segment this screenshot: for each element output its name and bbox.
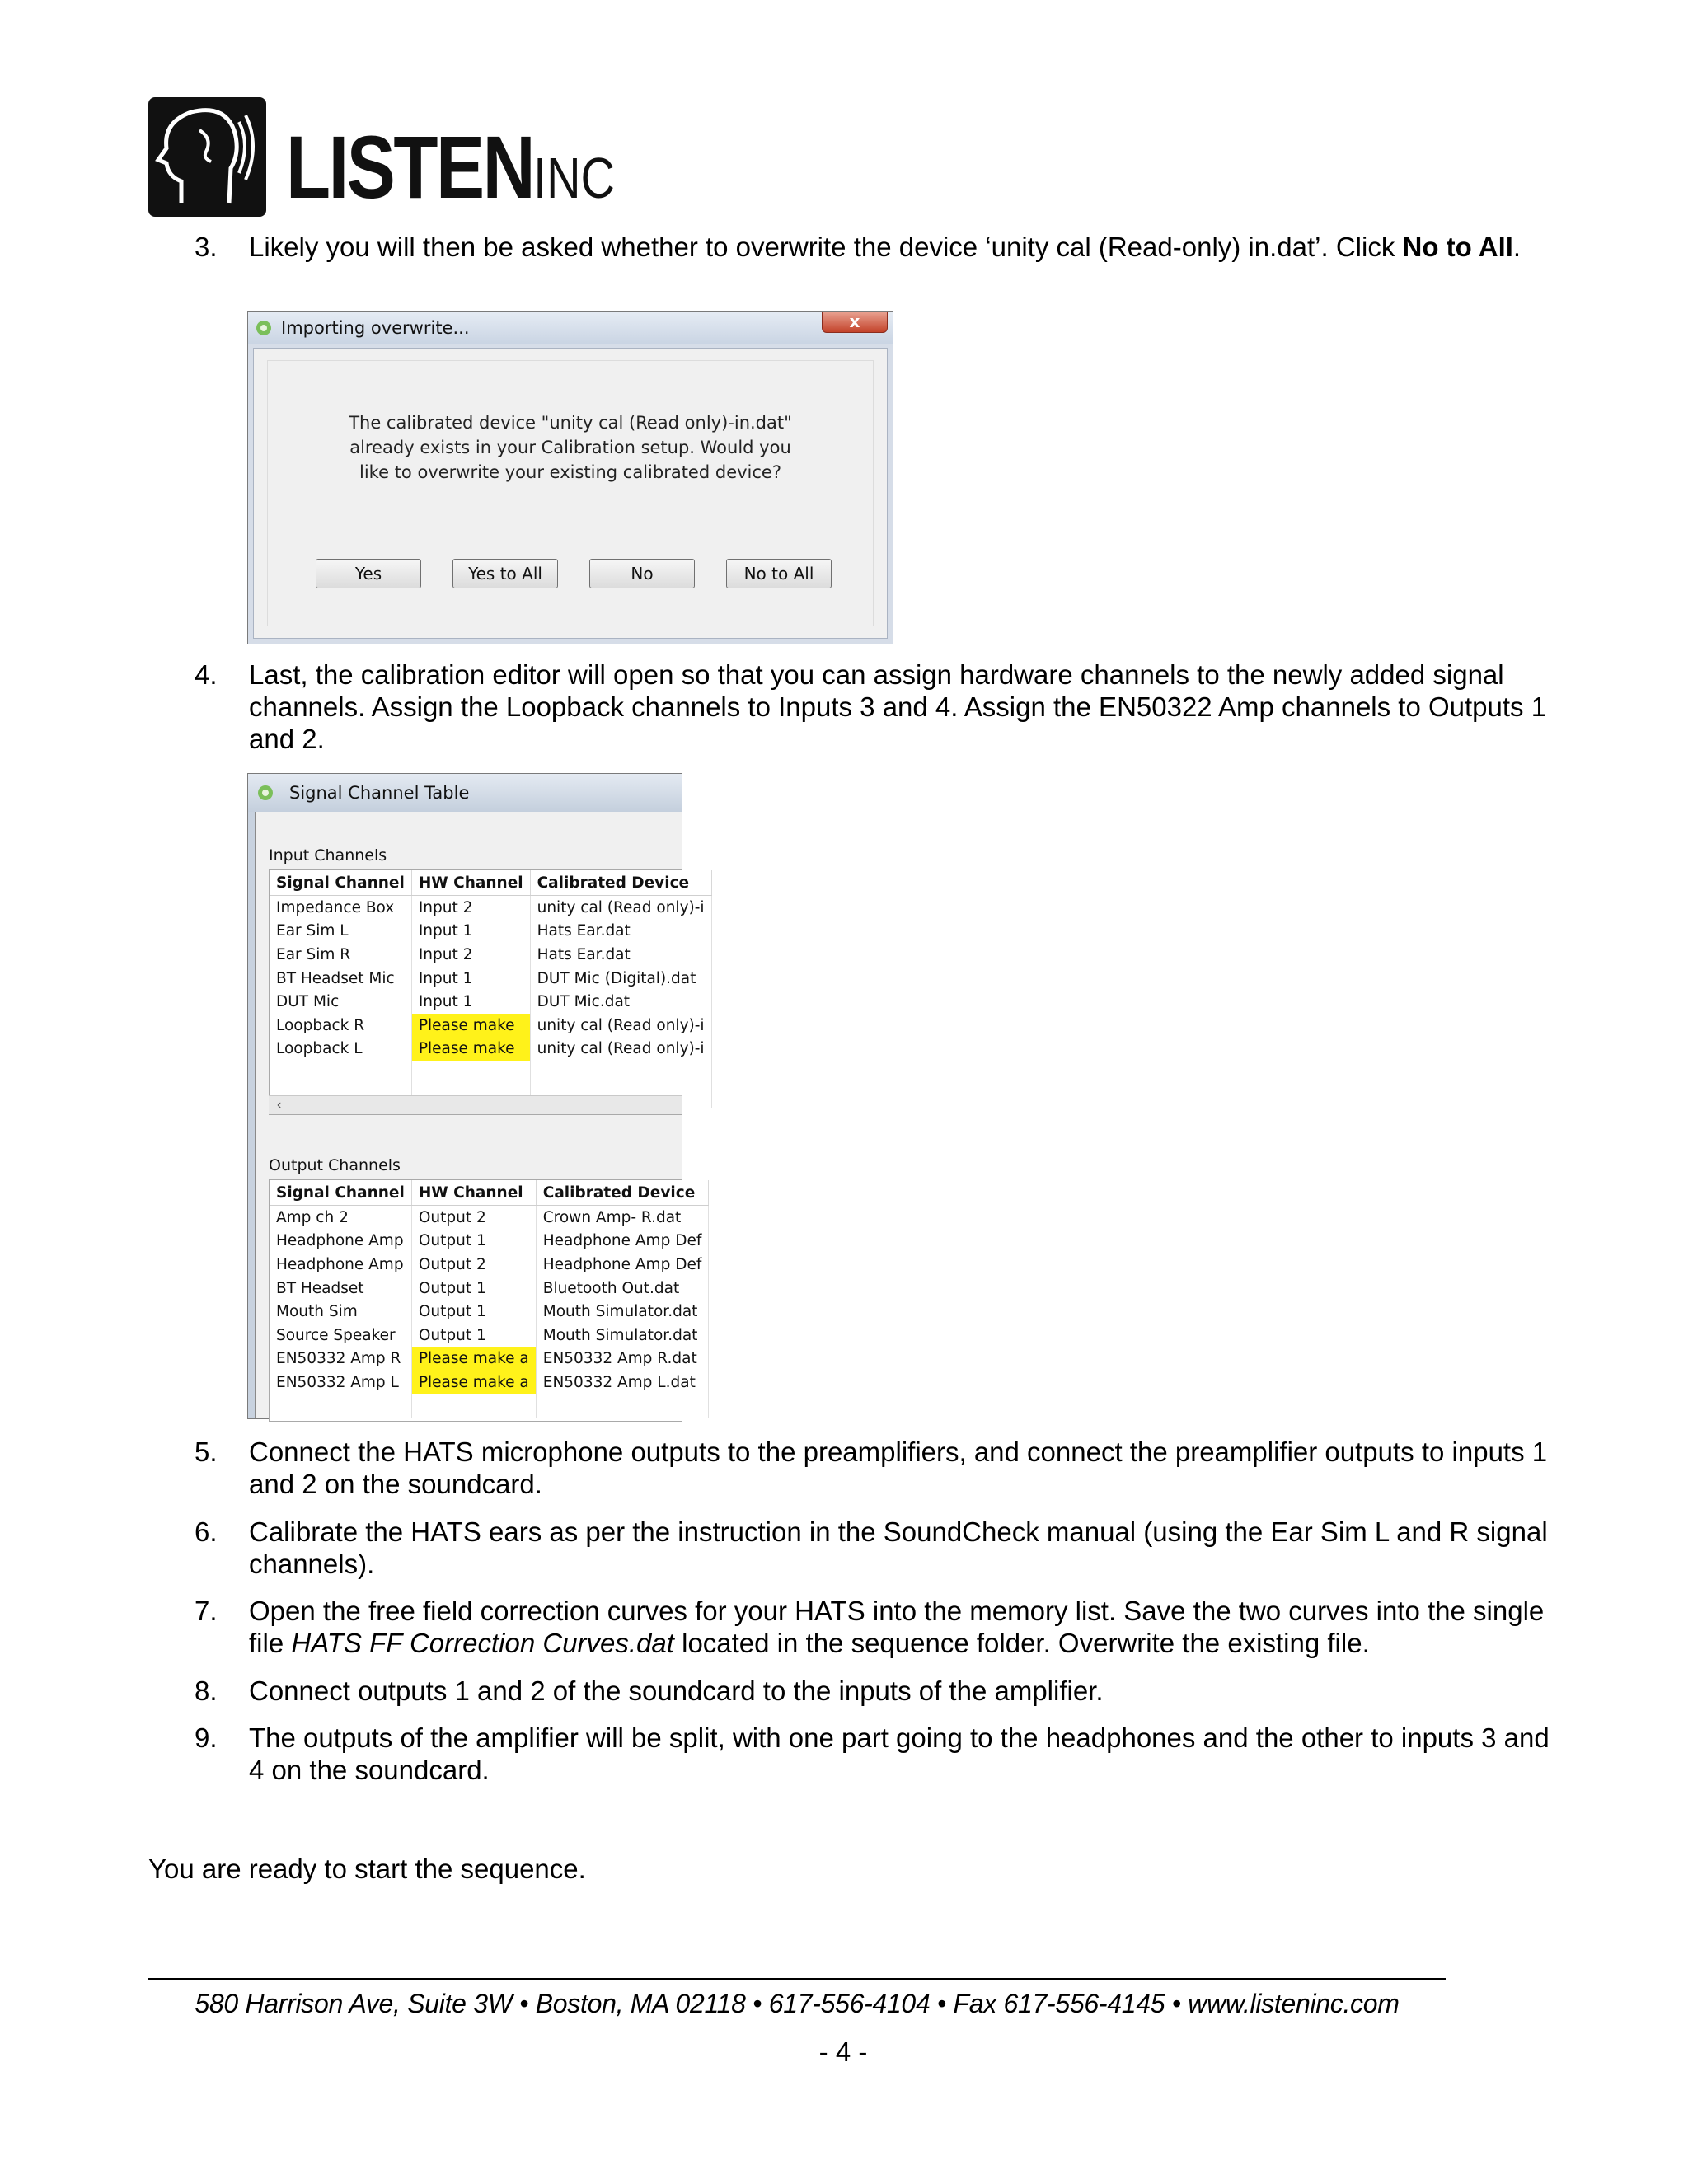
table-cell[interactable]: unity cal (Read only)-i <box>530 1014 711 1038</box>
dialog-panel <box>267 360 874 626</box>
yes-to-all-button[interactable]: Yes to All <box>452 559 558 588</box>
no-to-all-button[interactable]: No to All <box>726 559 832 588</box>
table-cell[interactable]: Loopback R <box>270 1014 411 1038</box>
table-cell[interactable]: BT Headset <box>270 1277 411 1301</box>
window-title: Signal Channel Table <box>289 783 470 803</box>
table-cell[interactable]: DUT Mic (Digital).dat <box>530 967 711 991</box>
message-line: like to overwrite your existing calibrated device? <box>359 462 781 482</box>
empty-row <box>270 1061 711 1085</box>
step-text: Connect the HATS microphone outputs to the preamplifiers, and connect the preamplifier outputs to inputs 1 and 2 on the soundcard. <box>249 1436 1548 1499</box>
logo-wordmark: LISTENINC <box>286 117 615 217</box>
table-row[interactable] <box>270 990 711 1014</box>
footer-rule <box>148 1978 1446 1980</box>
table-row[interactable] <box>270 1014 711 1038</box>
table-row[interactable] <box>270 1230 709 1254</box>
table-cell[interactable]: Input 2 <box>411 943 530 967</box>
dialog-message <box>268 410 873 485</box>
table-cell[interactable]: Hats Ear.dat <box>530 943 711 967</box>
no-button[interactable]: No <box>589 559 695 588</box>
step-text: Last, the calibration editor will open so that you can assign hardware channels to the newly added signal channels. Assign the Loopback channels to Inputs 3 and 4. Assign the EN50322 Amp channels to Outputs 1 and 2. <box>249 659 1547 754</box>
input-channels-grid[interactable] <box>269 869 705 1115</box>
table-cell[interactable]: Input 1 <box>411 920 530 944</box>
output-channels-label: Output Channels <box>269 1156 401 1174</box>
column-header[interactable]: HW Channel <box>411 870 530 896</box>
table-cell[interactable]: Mouth Simulator.dat <box>536 1324 709 1347</box>
step-text: Connect outputs 1 and 2 of the soundcard to the inputs of the amplifier. <box>249 1675 1104 1706</box>
table-cell[interactable]: Please make <box>411 1014 530 1038</box>
importing-overwrite-dialog <box>247 311 893 644</box>
table-row[interactable] <box>270 1300 709 1324</box>
table-cell[interactable]: DUT Mic.dat <box>530 990 711 1014</box>
page-number: - 4 - <box>818 2036 868 2067</box>
dialog-body <box>253 348 888 639</box>
step-number: 6. <box>195 1516 218 1547</box>
yes-button[interactable]: Yes <box>316 559 421 588</box>
table-cell[interactable]: Output 1 <box>411 1324 536 1347</box>
table-cell[interactable]: EN50332 Amp R <box>270 1347 411 1371</box>
table-cell[interactable]: Output 1 <box>411 1277 536 1301</box>
table-cell[interactable]: EN50332 Amp R.dat <box>536 1347 709 1371</box>
table-cell[interactable]: Crown Amp- R.dat <box>536 1206 709 1230</box>
table-row[interactable] <box>270 943 711 967</box>
column-header[interactable]: Signal Channel <box>270 1180 411 1206</box>
table-cell[interactable]: unity cal (Read only)-i <box>530 1038 711 1062</box>
table-cell[interactable]: Please make a <box>411 1347 536 1371</box>
empty-cell <box>411 1394 536 1418</box>
step-number: 4. <box>195 659 218 690</box>
table-cell[interactable]: Impedance Box <box>270 896 411 920</box>
step-number: 8. <box>195 1675 218 1706</box>
table-cell[interactable]: Input 1 <box>411 990 530 1014</box>
head-icon <box>148 97 266 217</box>
table-cell[interactable]: unity cal (Read only)-i <box>530 896 711 920</box>
horizontal-scrollbar[interactable] <box>269 1095 682 1114</box>
table-cell[interactable]: Mouth Sim <box>270 1300 411 1324</box>
step-number: 7. <box>195 1596 218 1626</box>
table-row[interactable] <box>270 1206 709 1230</box>
table-cell[interactable]: Output 2 <box>411 1253 536 1277</box>
scroll-left-icon[interactable]: ‹ <box>277 1098 282 1112</box>
listen-logo <box>148 97 687 217</box>
output-channels-grid[interactable] <box>269 1179 702 1422</box>
table-cell[interactable]: Ear Sim R <box>270 943 411 967</box>
table-row[interactable] <box>270 967 711 991</box>
step-number: 5. <box>195 1436 218 1467</box>
table-row[interactable] <box>270 1324 709 1347</box>
table-cell[interactable]: Hats Ear.dat <box>530 920 711 944</box>
table-cell[interactable]: Output 1 <box>411 1230 536 1254</box>
empty-cell <box>536 1394 709 1418</box>
step-text: Calibrate the HATS ears as per the instruction in the SoundCheck manual (using the Ear Sim L and R signal channels). <box>249 1516 1548 1579</box>
table-cell[interactable]: Headphone Amp <box>270 1253 411 1277</box>
message-line: The calibrated device "unity cal (Read only)-in.dat" <box>349 413 792 433</box>
window-body <box>255 812 705 1418</box>
column-header[interactable]: Calibrated Device <box>530 870 711 896</box>
step-text: Open the free field correction curves for your HATS into the memory list. Save the two curves into the single file HATS FF Correction Curves.dat located in the sequence folder. Overwrite the existing file. <box>249 1596 1545 1658</box>
table-cell[interactable]: Ear Sim L <box>270 920 411 944</box>
table-row[interactable] <box>270 1277 709 1301</box>
empty-row <box>270 1394 709 1418</box>
table-cell[interactable]: Headphone Amp Def <box>536 1253 709 1277</box>
table-cell[interactable]: Output 1 <box>411 1300 536 1324</box>
table-cell[interactable]: Please make <box>411 1038 530 1062</box>
table-cell[interactable]: Headphone Amp <box>270 1230 411 1254</box>
empty-cell <box>530 1061 711 1085</box>
table-row[interactable] <box>270 1371 709 1394</box>
table-row[interactable] <box>270 1253 709 1277</box>
table-cell[interactable]: Source Speaker <box>270 1324 411 1347</box>
dialog-title: Importing overwrite... <box>281 318 470 338</box>
app-icon <box>256 784 274 802</box>
table-cell[interactable]: Input 2 <box>411 896 530 920</box>
table-cell[interactable]: EN50332 Amp L <box>270 1371 411 1394</box>
dialog-title-bar <box>248 312 893 344</box>
table-cell[interactable]: Output 2 <box>411 1206 536 1230</box>
step-text: The outputs of the amplifier will be split, with one part going to the headphones and the other to inputs 3 and 4 on the soundcard. <box>249 1722 1550 1785</box>
table-cell[interactable]: Bluetooth Out.dat <box>536 1277 709 1301</box>
column-header[interactable]: Signal Channel <box>270 870 411 896</box>
column-header[interactable]: HW Channel <box>411 1180 536 1206</box>
table-cell[interactable]: Mouth Simulator.dat <box>536 1300 709 1324</box>
table-row[interactable] <box>270 1038 711 1062</box>
close-button[interactable]: x <box>822 312 888 333</box>
table-row[interactable] <box>270 920 711 944</box>
empty-cell <box>411 1061 530 1085</box>
table-cell[interactable]: Loopback L <box>270 1038 411 1062</box>
message-line: already exists in your Calibration setup. Would you <box>349 438 791 457</box>
column-header[interactable]: Calibrated Device <box>536 1180 709 1206</box>
footer-address: 580 Harrison Ave, Suite 3W • Boston, MA 02118 • 617-556-4104 • Fax 617-556-4145 • www.listeninc.com <box>195 1989 1400 2018</box>
app-icon <box>255 319 273 337</box>
input-channels-label: Input Channels <box>269 846 387 865</box>
table-cell[interactable]: Amp ch 2 <box>270 1206 411 1230</box>
empty-cell <box>270 1394 411 1418</box>
table-cell[interactable]: Please make a <box>411 1371 536 1394</box>
table-cell[interactable]: DUT Mic <box>270 990 411 1014</box>
empty-cell <box>270 1061 411 1085</box>
table-cell[interactable]: Headphone Amp Def <box>536 1230 709 1254</box>
table-cell[interactable]: BT Headset Mic <box>270 967 411 991</box>
table-row[interactable] <box>270 896 711 920</box>
step-text: Likely you will then be asked whether to overwrite the device ‘unity cal (Read-only) in.dat’. Click No to All. <box>249 232 1522 262</box>
window-title-bar <box>248 774 682 812</box>
table-row[interactable] <box>270 1347 709 1371</box>
table-cell[interactable]: Input 1 <box>411 967 530 991</box>
step-number: 9. <box>195 1722 218 1753</box>
closing-text: You are ready to start the sequence. <box>148 1854 586 1884</box>
step-number: 3. <box>195 232 218 262</box>
signal-channel-table-window <box>247 773 705 1419</box>
table-cell[interactable]: EN50332 Amp L.dat <box>536 1371 709 1394</box>
